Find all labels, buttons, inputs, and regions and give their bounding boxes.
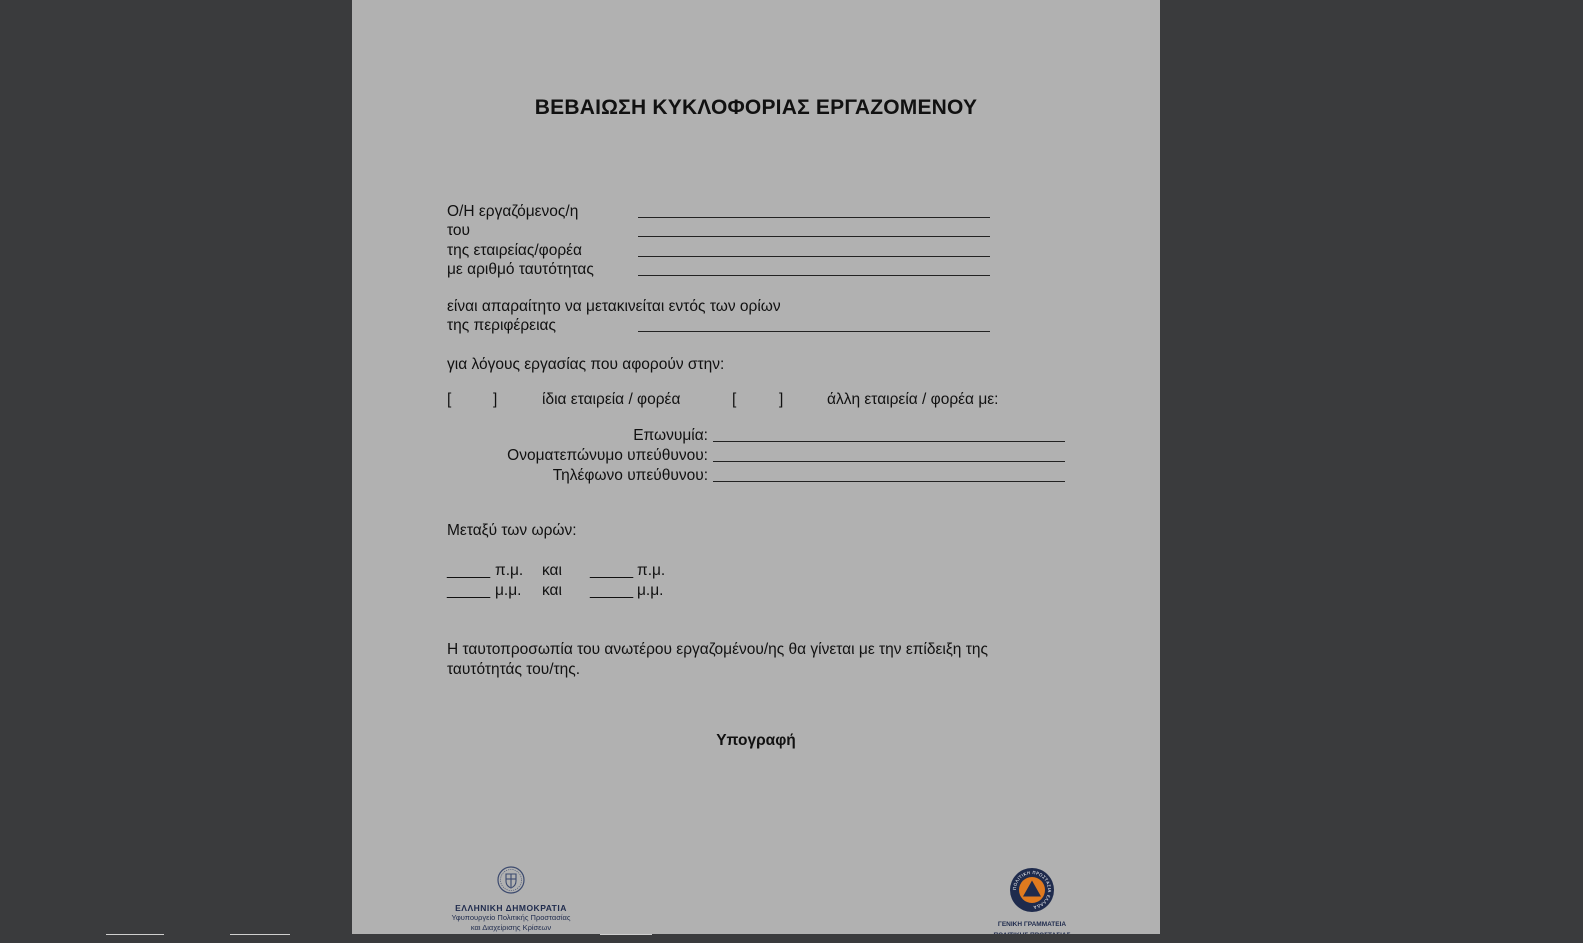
- other-company-checkbox-open: [: [732, 391, 737, 408]
- company-label: της εταιρείας/φορέα: [447, 242, 583, 259]
- hours-and-2: και: [542, 582, 562, 599]
- hours-pm-label-1: μ.μ.: [495, 582, 522, 599]
- responsible-phone-blank: [713, 481, 1065, 482]
- of-label: του: [447, 222, 471, 239]
- employee-blank: [638, 217, 990, 218]
- edge-mark: [106, 934, 164, 935]
- hellenic-republic-title: ΕΛΛΗΝΙΚΗ ΔΗΜΟΚΡΑΤΙΑ: [455, 903, 567, 913]
- responsible-phone-label: Τηλέφωνο υπεύθυνου:: [552, 467, 708, 484]
- seal-ring-text: ΠΟΛΙΤΙΚΗ ΠΡΟΣΤΑΣΙΑ ΕΛΛΑΔΑ: [1011, 869, 1053, 910]
- civil-protection-seal-icon: [1009, 867, 1055, 913]
- other-company-checkbox-close: ]: [779, 391, 784, 408]
- hours-pm-from-blank: _____: [447, 582, 491, 599]
- hours-label: Μεταξύ των ωρών:: [447, 522, 577, 539]
- hours-am-label-2: π.μ.: [637, 562, 666, 579]
- hellenic-republic-logo: [448, 866, 574, 933]
- document-page: [352, 0, 1160, 934]
- company-name-blank: [713, 441, 1065, 442]
- hours-am-to-blank: _____: [590, 562, 634, 579]
- id-number-label: με αριθμό ταυτότητας: [447, 261, 594, 278]
- hours-and-1: και: [542, 562, 562, 579]
- civil-protection-line1: ΓΕΝΙΚΗ ΓΡΑΜΜΑΤΕΙΑ: [997, 921, 1067, 928]
- region-blank: [638, 331, 990, 332]
- employee-label: Ο/Η εργαζόμενος/η: [447, 203, 579, 220]
- same-company-label: ίδια εταιρεία / φορέα: [542, 391, 681, 408]
- identity-text-line1: Η ταυτοπροσωπία του ανωτέρου εργαζομένου/ης θα γίνεται με την επίδειξη της: [447, 641, 988, 658]
- company-name-label: Επωνυμία:: [633, 427, 708, 444]
- company-blank: [638, 256, 990, 257]
- ministry-line1: Υφυπουργείο Πολιτικής Προστασίας: [451, 913, 571, 922]
- edge-mark: [600, 934, 652, 935]
- hours-pm-to-blank: _____: [590, 582, 634, 599]
- responsible-name-blank: [713, 461, 1065, 462]
- signature-label: Υπογραφή: [716, 732, 796, 749]
- coat-of-arms-icon: [497, 866, 525, 894]
- ministry-line2: και Διαχείρισης Κρίσεων: [470, 923, 552, 932]
- other-company-label: άλλη εταιρεία / φορέα με:: [827, 391, 999, 408]
- movement-text: είναι απαραίτητο να μετακινείται εντός των ορίων: [447, 298, 781, 315]
- same-company-checkbox-open: [: [447, 391, 452, 408]
- hours-am-label-1: π.μ.: [495, 562, 524, 579]
- id-number-blank: [638, 275, 990, 276]
- hours-pm-label-2: μ.μ.: [637, 582, 664, 599]
- responsible-name-label: Ονοματεπώνυμο υπεύθυνου:: [507, 447, 708, 464]
- page-bottom-edge: [0, 934, 1583, 943]
- of-blank: [638, 236, 990, 237]
- same-company-checkbox-close: ]: [493, 391, 498, 408]
- reasons-text: για λόγους εργασίας που αφορούν στην:: [447, 356, 725, 373]
- edge-mark: [230, 934, 290, 935]
- identity-text-line2: ταυτότητάς του/της.: [447, 661, 581, 678]
- hours-am-from-blank: _____: [447, 562, 491, 579]
- civil-protection-logo: [992, 867, 1072, 940]
- document-title: ΒΕΒΑΙΩΣΗ ΚΥΚΛΟΦΟΡΙΑΣ ΕΡΓΑΖΟΜΕΝΟΥ: [534, 96, 978, 119]
- region-label: της περιφέρειας: [447, 317, 556, 334]
